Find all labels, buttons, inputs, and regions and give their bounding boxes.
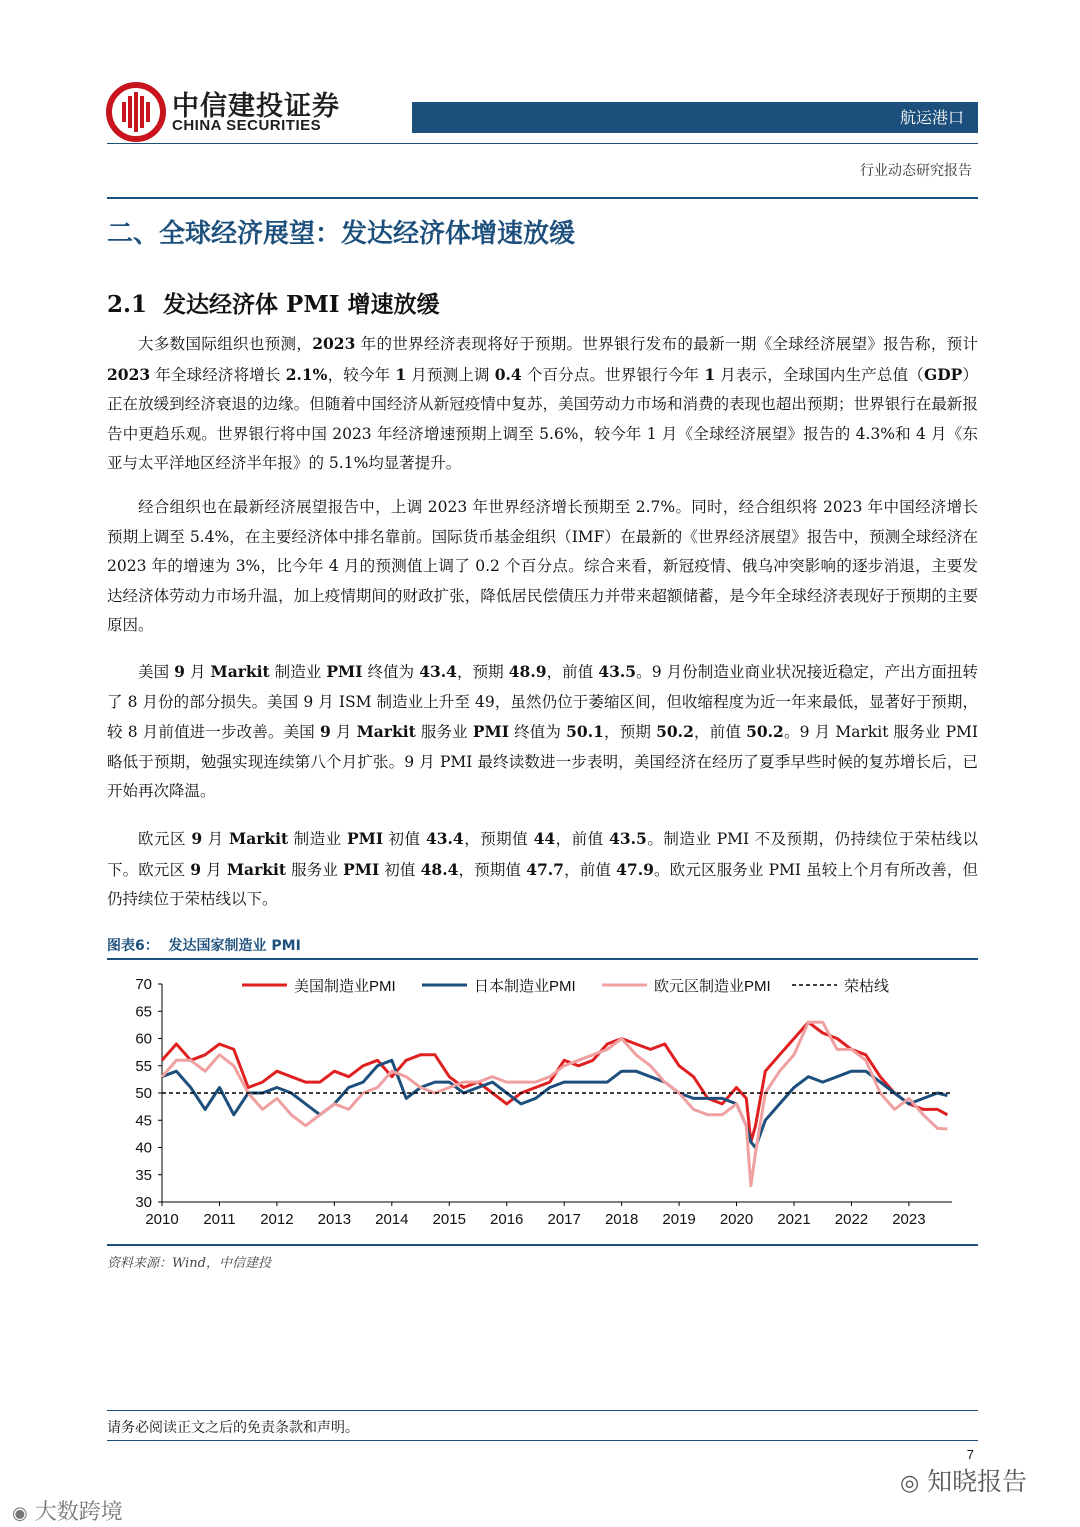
logo-emblem-icon — [106, 82, 166, 142]
text-run: 月表示，全球国内生产总值（ — [715, 365, 924, 384]
text-run: PMI — [347, 829, 384, 848]
legend-label-us: 美国制造业PMI — [294, 978, 396, 995]
figure-caption: 发达国家制造业 PMI — [168, 938, 301, 954]
x-tick-label: 2019 — [662, 1211, 696, 1228]
text-run: ）正在放缓到经济衰退的边缘。但随着中国经济从新冠疫情中复苏，美国劳动力市场和消费的表现也超出预期；世界银行在最新报告中更趋乐观。世界银行将中国 2023 年经济增速预期上调至 5.6%，较今年 1 月《全球经济展望》报告的 4.3%和 4 月《东亚与太平洋地区经济半年报》的 5.1%均显著提升。 — [107, 365, 978, 472]
watermark-left — [12, 1495, 123, 1526]
text-run: 。欧元区服务业 PMI 虽较上个月有所改善，但仍持续位于荣枯线以下。 — [107, 860, 979, 908]
text-run: 服务业 — [415, 723, 473, 741]
header-rule-2 — [107, 197, 978, 199]
text-run: 月预测上调 — [406, 365, 495, 384]
text-run: 9 — [174, 662, 185, 681]
text-run: 43.4 — [419, 662, 457, 681]
report-type: 行业动态研究报告 — [860, 163, 972, 179]
page-number: 7 — [966, 1447, 974, 1462]
x-tick-label: 2010 — [145, 1211, 179, 1228]
paragraph-4 — [107, 824, 978, 915]
text-run: PMI — [326, 662, 363, 681]
figure-source: 资料来源：Wind，中信建投 — [107, 1256, 271, 1271]
text-run: ，前值 — [546, 663, 599, 681]
text-run: 年全球经济将增长 — [150, 365, 286, 384]
header-rule — [107, 143, 978, 144]
watermark-right-text: 知晓报告 — [927, 1467, 1028, 1496]
legend-label-ref: 荣枯线 — [844, 978, 890, 995]
subsection-heading — [107, 286, 440, 319]
paragraph-3 — [107, 657, 978, 807]
figure-bottom-rule — [107, 1244, 978, 1246]
text-run: 43.5 — [609, 829, 647, 848]
text-run: 2023 — [312, 334, 356, 353]
watermark-right — [900, 1462, 1027, 1498]
x-tick-label: 2018 — [604, 1211, 639, 1228]
weibo-icon: ◉ — [12, 1503, 28, 1524]
text-run: 48.4 — [420, 859, 459, 879]
y-tick-label: 30 — [135, 1194, 152, 1211]
text-run: 月 — [201, 860, 227, 879]
text-run: 50.1 — [566, 722, 604, 741]
text-run: 50.2 — [746, 722, 784, 741]
x-tick-label: 2022 — [834, 1211, 869, 1228]
x-tick-label: 2021 — [777, 1211, 811, 1228]
text-run: ，预期 — [603, 723, 657, 741]
sector-bar: 航运港口 — [412, 102, 978, 133]
text-run: 初值 — [379, 860, 421, 879]
x-tick-label: 2011 — [203, 1211, 236, 1228]
text-run: 初值 — [383, 830, 426, 848]
x-tick-label: 2017 — [547, 1211, 581, 1228]
y-tick-label: 40 — [135, 1139, 152, 1157]
text-run: ，预期 — [456, 663, 509, 681]
text-run: 43.5 — [598, 662, 637, 681]
text-run: 大多数国际组织也预测， — [138, 335, 313, 353]
text-run: 制造业 — [269, 663, 327, 681]
text-run: 美国 — [138, 663, 175, 681]
x-tick-label: 2023 — [892, 1211, 926, 1228]
figure-label: 图表6： — [107, 938, 159, 954]
text-run: ，前值 — [555, 830, 610, 848]
wechat-icon: ◎ — [900, 1471, 920, 1496]
pmi-line-chart — [107, 962, 978, 1242]
figure-top-rule — [107, 958, 978, 960]
text-run: ，预期值 — [458, 860, 527, 879]
x-tick-label: 2015 — [432, 1211, 466, 1228]
x-tick-label: 2020 — [719, 1211, 754, 1228]
text-run: Markit — [210, 662, 270, 681]
text-run: 月 — [330, 723, 357, 741]
subsection-title: 发达经济体 PMI 增速放缓 — [163, 291, 440, 318]
text-run: 0.4 — [494, 364, 522, 384]
text-run: 。9 月份制造业商业状况接近稳定，产出方面扭转了 8 月份的部分损失。美国 9 月 ISM 制造业上升至 49，虽然仍位于萎缩区间，但收缩程度为近一年来最低，显著好于预期，较 8 月前值进一步改善。美国 — [107, 663, 978, 741]
series-line-us — [162, 1022, 947, 1142]
y-tick-label: 50 — [135, 1085, 152, 1102]
watermark-left-text: 大数跨境 — [34, 1500, 123, 1525]
figure-title — [107, 935, 301, 955]
text-run: 1 — [395, 364, 407, 384]
text-run: 50.2 — [656, 722, 694, 741]
text-run: 经合组织也在最新经济展望报告中，上调 2023 年世界经济增长预期至 2.7%。同时，经合组织将 2023 年中国经济增长预期上调至 5.4%，在主要经济体中排名靠前。国际货币基金组织（IMF）在最新的《世界经济展望》报告中，预测全球经济在 2023 年的增速为 3%，比今年 4 月的预测值上调了 0.2 个百分点。综合来看，新冠疫情、俄乌冲突影响的逐步消退，主要发达经济体劳动力市场升温，加上疫情期间的财政扩张，降低居民偿债压力并带来超额储蓄，是今年全球经济表现好于预期的主要原因。 — [107, 498, 978, 634]
text-run: ，预期值 — [463, 830, 534, 848]
x-tick-label: 2013 — [317, 1211, 352, 1228]
text-run: Markit — [356, 722, 416, 741]
subsection-number: 2.1 — [107, 291, 148, 318]
text-run: 48.9 — [508, 662, 547, 681]
text-run: 终值为 — [362, 663, 420, 681]
legend-label-eu: 欧元区制造业PMI — [654, 978, 771, 995]
text-run: GDP — [923, 364, 963, 384]
y-tick-label: 70 — [135, 976, 152, 993]
y-tick-label: 45 — [135, 1112, 152, 1130]
y-tick-label: 60 — [135, 1030, 152, 1048]
disclaimer: 请务必阅读正文之后的免责条款和声明。 — [107, 1420, 359, 1436]
text-run: 个百分点。世界银行今年 — [521, 365, 705, 384]
y-tick-label: 35 — [135, 1166, 152, 1184]
text-run: ，前值 — [693, 723, 747, 741]
text-run: 制造业 — [288, 830, 348, 848]
x-tick-label: 2016 — [490, 1211, 524, 1228]
text-run: 。9 月 Markit 服务业 PMI 略低于预期，勉强实现连续第八个月扩张。9 月 PMI 最终读数进一步表明，美国经济在经历了夏季早些时候的复苏增长后，已开始再次降温。 — [107, 723, 979, 800]
text-run: 47.7 — [526, 859, 564, 879]
text-run: 年的世界经济表现将好于预期。世界银行发布的最新一期《全球经济展望》报告称，预计 — [355, 335, 978, 353]
footer-rule — [107, 1410, 978, 1411]
text-run: 欧元区 — [138, 830, 192, 848]
text-run: 。制造业 PMI 不及预期，仍持续位于荣枯线以下。欧元区 — [107, 830, 978, 879]
section-title: 二、全球经济展望：发达经济体增速放缓 — [107, 219, 576, 249]
text-run: 1 — [704, 364, 716, 384]
text-run: ，前值 — [563, 860, 617, 879]
x-tick-label: 2014 — [375, 1211, 409, 1228]
text-run: 月 — [184, 663, 211, 681]
text-run: 2.1% — [285, 364, 328, 384]
footer-rule-2 — [107, 1440, 978, 1441]
text-run: ，较今年 — [327, 365, 396, 384]
y-tick-label: 55 — [135, 1057, 152, 1075]
text-run: 44 — [533, 829, 556, 848]
text-run: 9 — [191, 829, 203, 848]
text-run: 47.9 — [616, 859, 654, 879]
text-run: 43.4 — [425, 829, 464, 848]
legend-label-jp: 日本制造业PMI — [474, 978, 576, 995]
text-run: 2023 — [107, 364, 151, 384]
company-name-cn: 中信建投证券 — [172, 91, 340, 122]
paragraph-2 — [107, 493, 978, 641]
series-line-eu — [162, 1022, 947, 1185]
text-run: Markit — [229, 829, 289, 848]
text-run: 服务业 — [286, 860, 344, 879]
company-name-en: CHINA SECURITIES — [172, 117, 322, 134]
text-run: 9 — [319, 722, 331, 741]
text-run: PMI — [472, 722, 509, 741]
text-run: PMI — [343, 859, 380, 879]
y-tick-label: 65 — [135, 1003, 152, 1021]
text-run: 终值为 — [508, 723, 567, 741]
paragraph-1 — [107, 329, 978, 479]
text-run: 9 — [190, 859, 202, 879]
company-logo — [106, 82, 166, 142]
text-run: Markit — [226, 859, 287, 879]
x-tick-label: 2012 — [260, 1211, 294, 1228]
text-run: 月 — [202, 830, 230, 848]
